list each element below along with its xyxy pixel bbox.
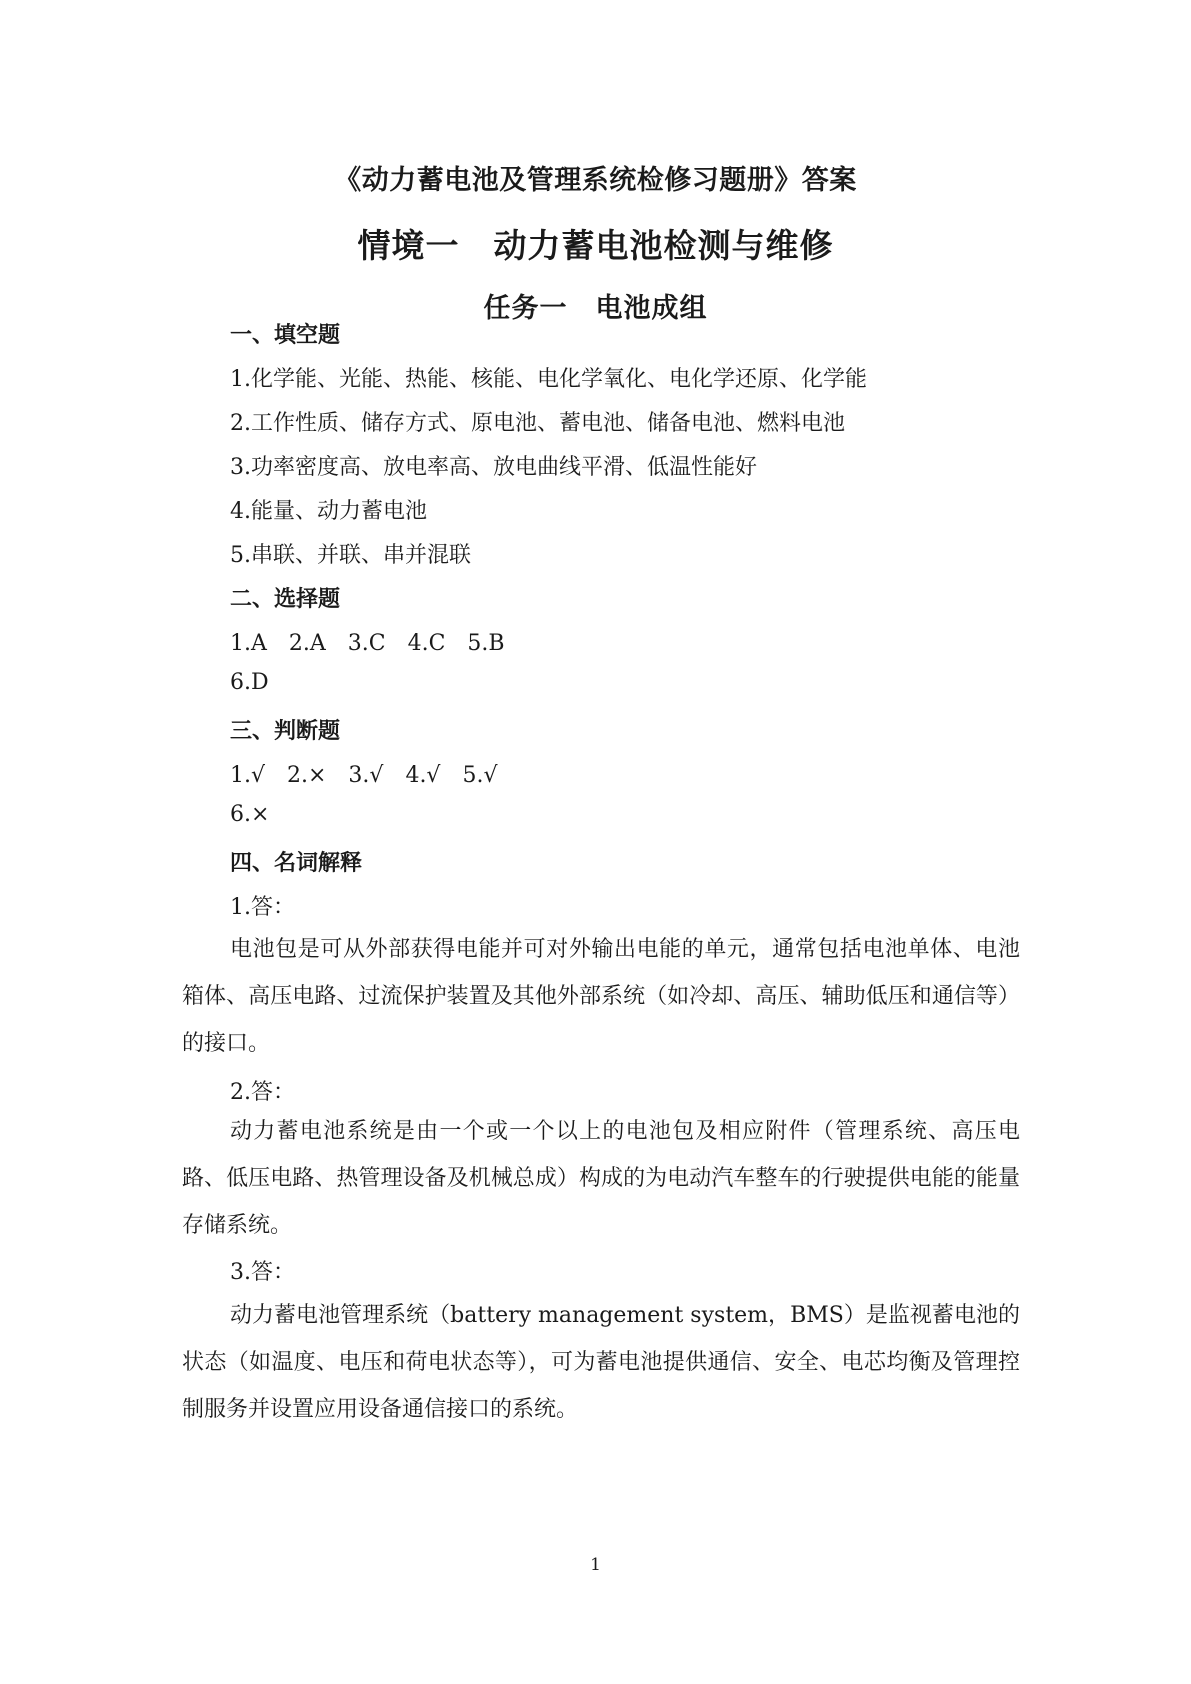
section-heading-true-false: 三、判断题 — [230, 719, 341, 744]
document-title: 《动力蓄电池及管理系统检修习题册》答案 — [334, 165, 857, 196]
section-heading-multiple-choice: 二、选择题 — [230, 587, 341, 612]
definition-text: 动力蓄电池系统是由一个或一个以上的电池包及相应附件（管理系统、高压电路、低压电路、热管理设备及机械总成）构成的为电动汽车整车的行驶提供电能的能量存储系统。 — [182, 1119, 1020, 1238]
definition-label: 1.答： — [230, 895, 295, 920]
definition-label: 2.答： — [230, 1080, 295, 1105]
definition-text: 动力蓄电池管理系统（battery management system，BMS）是监视蓄电池的状态（如温度、电压和荷电状态等），可为蓄电池提供通信、安全、电芯均衡及管理控制服务并设置应用设备通信接口的系统。 — [182, 1303, 1020, 1422]
section-heading-fill-blank: 一、填空题 — [230, 323, 341, 348]
scenario-title: 情境一 动力蓄电池检测与维修 — [357, 226, 834, 265]
definition-text: 电池包是可从外部获得电能并可对外输出电能的单元，通常包括电池单体、电池箱体、高压电路、过流保护装置及其他外部系统（如冷却、高压、辅助低压和通信等）的接口。 — [182, 937, 1020, 1056]
multiple-choice-answer: 1.A 2.A 3.C 4.C 5.B — [230, 631, 505, 656]
fill-blank-answer: 1.化学能、光能、热能、核能、电化学氧化、电化学还原、化学能 — [230, 367, 867, 392]
definition-label: 3.答： — [230, 1260, 295, 1285]
page-number: 1 — [590, 1555, 601, 1575]
task-title: 任务一 电池成组 — [483, 293, 708, 324]
fill-blank-answer: 3.功率密度高、放电率高、放电曲线平滑、低温性能好 — [230, 455, 757, 480]
multiple-choice-answer: 6.D — [230, 670, 269, 695]
true-false-answer: 1.√ 2.× 3.√ 4.√ 5.√ — [230, 763, 498, 788]
true-false-answer: 6.× — [230, 802, 270, 827]
fill-blank-answer: 4.能量、动力蓄电池 — [230, 499, 427, 524]
section-heading-definitions: 四、名词解释 — [230, 851, 363, 876]
fill-blank-answer: 5.串联、并联、串并混联 — [230, 543, 471, 568]
fill-blank-answer: 2.工作性质、储存方式、原电池、蓄电池、储备电池、燃料电池 — [230, 411, 845, 436]
